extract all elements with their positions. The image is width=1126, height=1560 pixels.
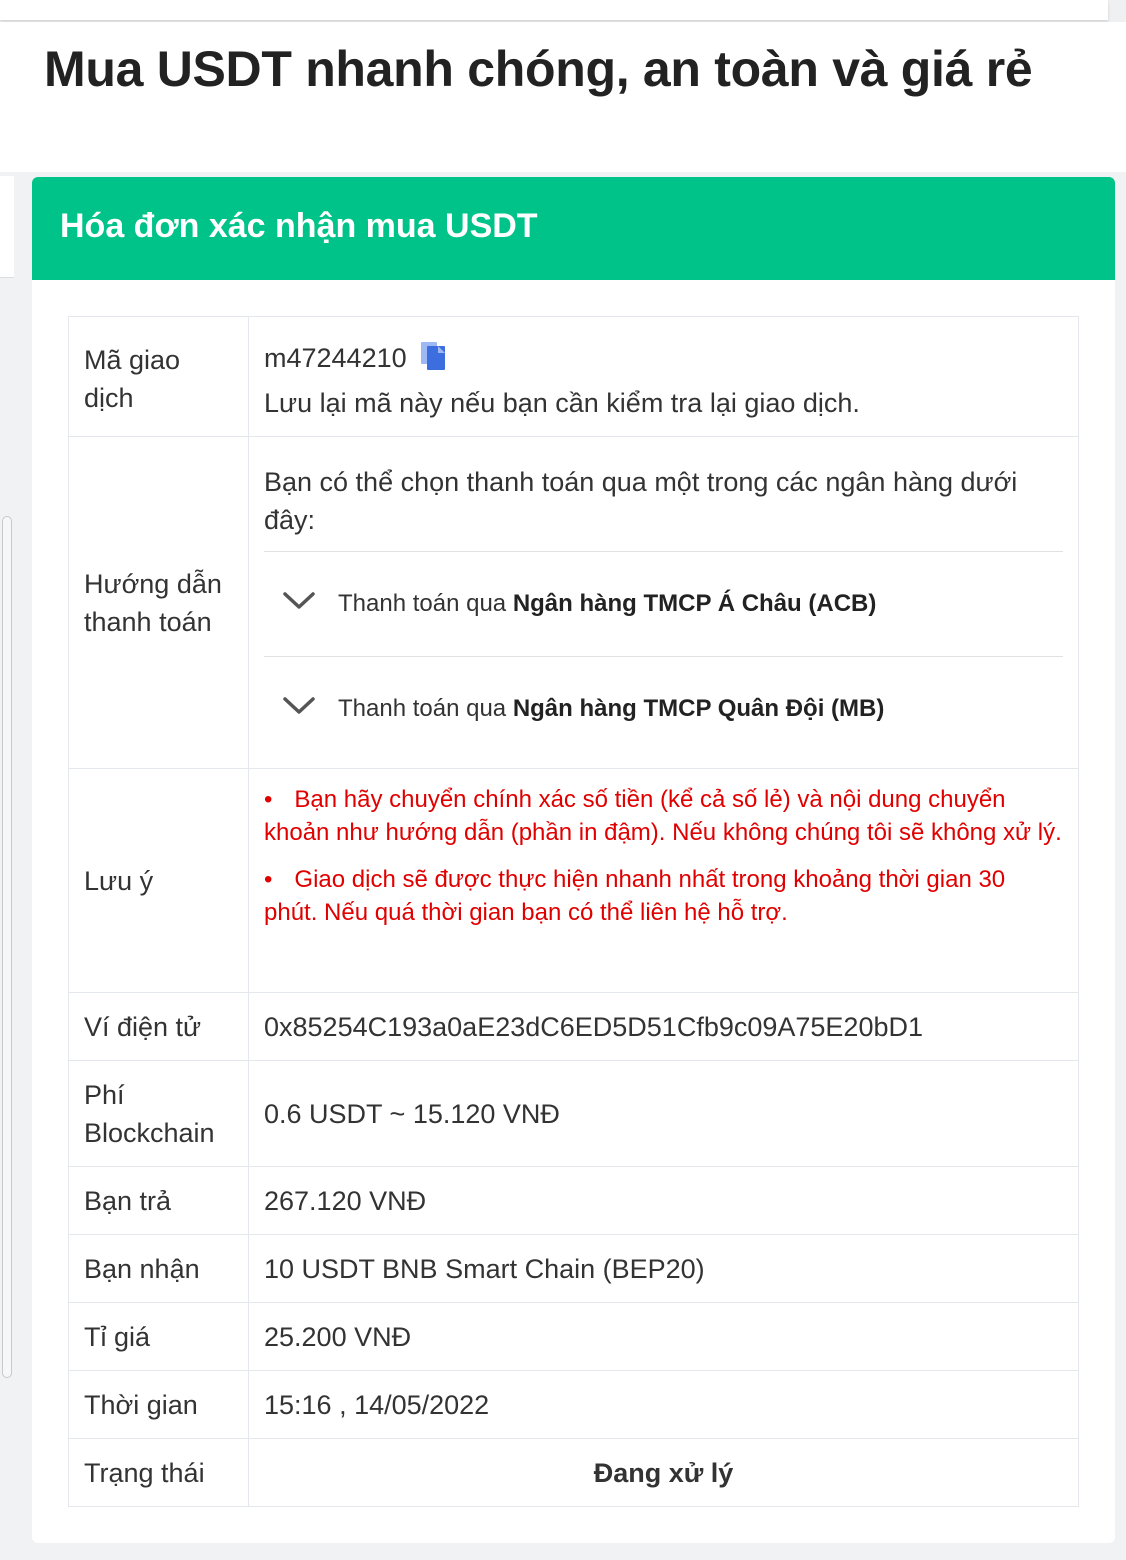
row-receive <box>69 1235 1079 1303</box>
chevron-down-icon <box>264 690 338 728</box>
value-pay: 267.120 VNĐ <box>249 1167 1079 1235</box>
row-notes <box>69 769 1079 993</box>
bank-acb-name: Ngân hàng TMCP Á Châu (ACB) <box>512 590 877 617</box>
side-scrollbar[interactable] <box>2 516 12 1378</box>
label-payment-guide: Hướng dẫn thanh toán <box>69 437 249 769</box>
value-receive: 10 USDT BNB Smart Chain (BEP20) <box>249 1235 1079 1303</box>
value-wallet: 0x85254C193a0aE23dC6ED5D51Cfb9c09A75E20bD1 <box>249 993 1079 1061</box>
invoice-table <box>68 316 1079 1507</box>
transaction-code-text: m47244210 <box>264 342 407 373</box>
top-bar <box>0 0 1126 22</box>
label-fee: Phí Blockchain <box>69 1061 249 1167</box>
value-transaction-code <box>249 317 1079 437</box>
payment-guide-intro: Bạn có thể chọn thanh toán qua một trong các ngân hàng dưới đây: <box>264 467 1018 535</box>
label-notes: Lưu ý <box>69 769 249 993</box>
invoice-header <box>32 177 1115 280</box>
side-panel-edge <box>0 176 14 278</box>
status-value: Đang xử lý <box>249 1439 1079 1507</box>
bank-accordion-mb[interactable] <box>264 657 1063 761</box>
note-item: • Bạn hãy chuyển chính xác số tiền (kể cả số lẻ) và nội dung chuyển khoản như hướng dẫn (phần in đậm). Nếu không chúng tôi sẽ không xử lý. <box>264 786 1062 846</box>
row-time <box>69 1371 1079 1439</box>
label-time: Thời gian <box>69 1371 249 1439</box>
label-pay: Bạn trả <box>69 1167 249 1235</box>
note-item: • Giao dịch sẽ được thực hiện nhanh nhất trong khoảng thời gian 30 phút. Nếu quá thời gian bạn có thể liên hệ hỗ trợ. <box>264 866 1006 926</box>
row-pay <box>69 1167 1079 1235</box>
bank-mb-prefix: Thanh toán qua <box>338 695 507 722</box>
bank-accordion-acb[interactable] <box>264 552 1063 656</box>
page-title: Mua USDT nhanh chóng, an toàn và giá rẻ <box>44 41 1033 97</box>
value-time: 15:16 , 14/05/2022 <box>249 1371 1079 1439</box>
transaction-code-hint: Lưu lại mã này nếu bạn cần kiểm tra lại giao dịch. <box>264 387 860 418</box>
bank-acb-prefix: Thanh toán qua <box>338 590 507 617</box>
invoice-card <box>32 177 1115 1543</box>
value-notes <box>249 769 1079 993</box>
label-transaction-code: Mã giao dịch <box>69 317 249 437</box>
label-rate: Tỉ giá <box>69 1303 249 1371</box>
top-bar-surface <box>0 0 1108 20</box>
hero-section <box>0 22 1126 172</box>
value-payment-guide <box>249 437 1079 769</box>
row-rate <box>69 1303 1079 1371</box>
invoice-title: Hóa đơn xác nhận mua USDT <box>60 207 538 245</box>
row-payment-guide <box>69 437 1079 769</box>
label-wallet: Ví điện tử <box>69 993 249 1061</box>
row-wallet <box>69 993 1079 1061</box>
label-receive: Bạn nhận <box>69 1235 249 1303</box>
row-transaction-code <box>69 317 1079 437</box>
bank-mb-name: Ngân hàng TMCP Quân Đội (MB) <box>512 695 885 722</box>
value-fee: 0.6 USDT ~ 15.120 VNĐ <box>249 1061 1079 1167</box>
value-rate: 25.200 VNĐ <box>249 1303 1079 1371</box>
label-status: Trạng thái <box>69 1439 249 1507</box>
row-fee <box>69 1061 1079 1167</box>
copy-icon[interactable] <box>420 340 448 384</box>
chevron-down-icon <box>264 585 338 623</box>
row-status <box>69 1439 1079 1507</box>
